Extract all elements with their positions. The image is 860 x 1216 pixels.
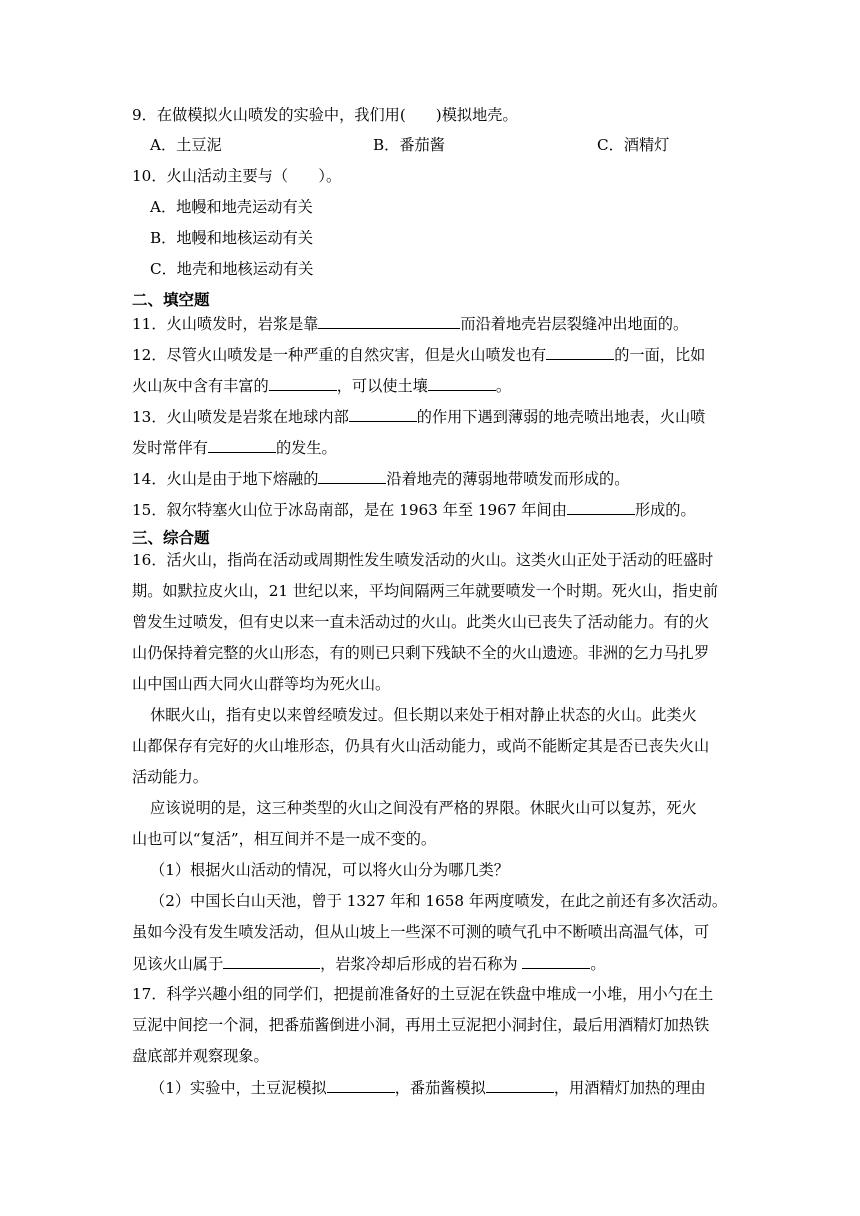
answer-blank — [567, 499, 635, 515]
question-16-text-c: 。 — [590, 955, 606, 973]
question-11-text-b: 而沿着地壳岩层裂缝冲出地面的。 — [460, 315, 689, 333]
question-16-p2-line-2: 山都保存有完好的火山堆形态，仍具有火山活动能力，或尚不能断定其是否已丧失火山 — [132, 737, 710, 755]
answer-blank — [223, 953, 320, 969]
question-17-p1-line-3: 盘底部并观察现象。 — [132, 1047, 269, 1065]
answer-blank — [318, 468, 386, 484]
question-12-line-1 — [132, 344, 705, 365]
question-16-sub-2-line-1: （2）中国长白山天池，曾于 1327 年和 1658 年两度喷发，在此之前还有多次活动。 — [150, 892, 728, 910]
question-12-text-a: 12．尽管火山喷发是一种严重的自然灾害，但是火山喷发也有 — [132, 346, 547, 364]
question-17-text-a: （1）实验中，土豆泥模拟 — [150, 1079, 327, 1097]
answer-blank — [349, 406, 417, 422]
answer-blank — [318, 313, 460, 329]
question-12-text-e: 。 — [495, 377, 511, 395]
question-12-line-2 — [132, 375, 511, 396]
answer-blank — [428, 375, 496, 391]
answer-blank — [269, 375, 337, 391]
section-3-heading: 三、综合题 — [132, 529, 210, 547]
question-16-p2-line-3: 活动能力。 — [132, 768, 208, 786]
question-14-text-a: 14．火山是由于地下熔融的 — [132, 470, 319, 488]
question-16-p1-line-5: 山中国山西大同火山群等均为死火山。 — [132, 675, 391, 693]
question-9-stem-b: )模拟地壳。 — [435, 106, 518, 124]
question-16-p1-line-1: 16．活火山，指尚在活动或周期性发生喷发活动的火山。这类火山正处于活动的旺盛时 — [132, 551, 714, 569]
question-16-p1-line-2: 期。如默拉皮火山，21 世纪以来，平均间隔两三年就要喷发一个时期。死火山，指史前 — [132, 582, 719, 600]
question-13-text-a: 13．火山喷发是岩浆在地球内部 — [132, 408, 349, 426]
question-13-text-d: 的发生。 — [275, 439, 337, 457]
question-9 — [132, 105, 518, 125]
question-16-sub-2-line-2: 虽如今没有发生喷发活动，但从山坡上一些深不可测的喷气孔中不断喷出高温气体，可 — [132, 923, 710, 941]
section-2-heading: 二、填空题 — [132, 291, 210, 309]
question-9-stem-a: 9．在做模拟火山喷发的实验中，我们用( — [132, 106, 406, 124]
question-9-option-b: B．番茄酱 — [373, 136, 445, 154]
question-16-text-b: ，岩浆冷却后形成的岩石称为 — [320, 955, 523, 973]
question-15-text-b: 形成的。 — [634, 501, 696, 519]
question-16-text-a: 见该火山属于 — [132, 955, 224, 973]
answer-blank — [208, 437, 276, 453]
question-13-text-c: 发时常伴有 — [132, 439, 208, 457]
question-16-p1-line-4: 山仍保持着完整的火山形态，有的则已只剩下残缺不全的火山遗迹。非洲的乞力马扎罗 — [132, 644, 710, 662]
answer-blank — [486, 1077, 554, 1093]
question-15-text-a: 15．叙尔特塞火山位于冰岛南部，是在 1963 年至 1967 年间由 — [132, 501, 567, 519]
question-15 — [132, 499, 696, 520]
question-17-p1-line-1: 17．科学兴趣小组的同学们，把提前准备好的土豆泥在铁盘中堆成一小堆，用小勺在土 — [132, 985, 714, 1003]
question-9-option-a: A．土豆泥 — [150, 136, 222, 154]
question-16-p3-line-1: 应该说明的是，这三种类型的火山之间没有严格的界限。休眠火山可以复苏，死火 — [150, 799, 697, 817]
question-9-option-c: C．酒精灯 — [597, 136, 670, 154]
question-13-text-b: 的作用下遇到薄弱的地壳喷出地表，火山喷 — [416, 408, 706, 426]
question-16-sub-2-line-3 — [132, 953, 606, 974]
question-12-text-c: 火山灰中含有丰富的 — [132, 377, 269, 395]
question-16-p2-line-1: 休眠火山，指有史以来曾经喷发过。但长期以来处于相对静止状态的火山。此类火 — [150, 706, 697, 724]
question-13-line-2 — [132, 437, 337, 458]
question-17-text-b: ，番茄酱模拟 — [394, 1079, 486, 1097]
question-16-p3-line-2: 山也可以“复活”，相互间并不是一成不变的。 — [132, 830, 437, 848]
question-13-line-1 — [132, 406, 705, 427]
question-11-text-a: 11．火山喷发时，岩浆是靠 — [132, 315, 319, 333]
question-10-option-a: A．地幔和地壳运动有关 — [150, 198, 313, 216]
question-17-sub-1 — [150, 1077, 706, 1098]
question-16-p1-line-3: 曾发生过喷发，但有史以来一直未活动过的火山。此类火山已丧失了活动能力。有的火 — [132, 613, 710, 631]
answer-blank — [327, 1077, 395, 1093]
question-17-text-c: ，用酒精灯加热的理由 — [553, 1079, 706, 1097]
answer-blank — [546, 344, 614, 360]
question-12-text-b: 的一面，比如 — [614, 346, 706, 364]
question-16-sub-1: （1）根据火山活动的情况，可以将火山分为哪几类？ — [150, 861, 509, 879]
answer-blank — [522, 953, 590, 969]
question-10-option-c: C．地壳和地核运动有关 — [150, 260, 314, 278]
question-10-stem: 10．火山活动主要与（ ）。 — [132, 167, 342, 185]
question-14-text-b: 沿着地壳的薄弱地带喷发而形成的。 — [386, 470, 630, 488]
question-12-text-d: ，可以使土壤 — [336, 377, 428, 395]
question-10-option-b: B．地幔和地核运动有关 — [150, 229, 314, 247]
question-17-p1-line-2: 豆泥中间挖一个洞，把番茄酱倒进小洞，再用土豆泥把小洞封住，最后用酒精灯加热铁 — [132, 1016, 710, 1034]
question-11 — [132, 313, 688, 334]
question-14 — [132, 468, 629, 489]
